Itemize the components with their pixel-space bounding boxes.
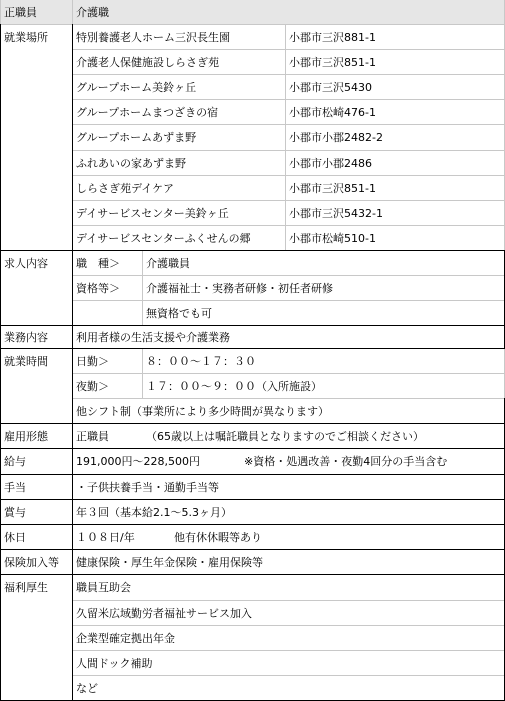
night-shift-value: １７：００～９：００（入所施設） — [146, 380, 322, 393]
header-employment-type: 正職員 — [4, 6, 37, 19]
workplace-address: 小郡市三沢5430 — [289, 81, 372, 94]
employment-note: （65歳以上は嘱託職員となりますのでご相談ください） — [146, 430, 424, 443]
welfare-item: 職員互助会 — [76, 581, 131, 594]
workplace-name: デイサービスセンターふくせんの郷 — [76, 232, 251, 245]
job-type-value: 介護職員 — [146, 257, 190, 270]
workplace-address: 小郡市松崎476-1 — [289, 106, 376, 119]
workplace-name: 介護老人保健施設しらさぎ苑 — [76, 56, 219, 69]
bonus-value: 年３回（基本給2.1～5.3ヶ月） — [76, 506, 232, 519]
bonus-label: 賞与 — [4, 506, 26, 519]
qualification-label: 資格等＞ — [76, 282, 120, 295]
workplace-label: 就業場所 — [4, 31, 48, 44]
other-shift-note: 他シフト制（事業所により多少時間が異なります） — [76, 405, 329, 418]
welfare-label: 福利厚生 — [4, 581, 48, 594]
qualification-note: 無資格でも可 — [146, 307, 212, 320]
salary-note: ※資格・処遇改善・夜勤4回分の手当含む — [244, 455, 448, 468]
duties-label: 業務内容 — [4, 331, 48, 344]
welfare-item: 企業型確定拠出年金 — [76, 632, 175, 645]
job-type-label: 職 種＞ — [76, 257, 120, 270]
holidays-value: １０８日/年 — [76, 531, 135, 544]
workplace-name: しらさぎ苑デイケア — [76, 182, 175, 195]
employment-value: 正職員 — [76, 430, 109, 443]
workplace-name: ふれあいの家あずま野 — [76, 157, 186, 170]
workplace-address: 小郡市松崎510-1 — [289, 232, 376, 245]
workplace-address: 小郡市小郡2482-2 — [289, 131, 383, 144]
holidays-note: 他有休休暇等あり — [174, 531, 262, 544]
welfare-item: 人間ドック補助 — [76, 657, 153, 670]
workplace-address: 小郡市三沢851-1 — [289, 182, 376, 195]
day-shift-label: 日勤＞ — [76, 355, 109, 368]
salary-label: 給与 — [4, 455, 26, 468]
workplace-name: グループホーム美鈴ヶ丘 — [76, 81, 197, 94]
employment-label: 雇用形態 — [4, 430, 48, 443]
duties-value: 利用者様の生活支援や介護業務 — [76, 331, 230, 344]
workplace-name: 特別養護老人ホーム三沢長生園 — [76, 31, 230, 44]
holidays-label: 休日 — [4, 531, 26, 544]
workplace-address: 小郡市小郡2486 — [289, 157, 372, 170]
qualification-value: 介護福祉士・実務者研修・初任者研修 — [146, 282, 333, 295]
allowance-value: ・子供扶養手当・通勤手当等 — [76, 481, 219, 494]
night-shift-label: 夜勤＞ — [76, 380, 109, 393]
workplace-name: デイサービスセンター美鈴ヶ丘 — [76, 207, 229, 220]
salary-value: 191,000円～228,500円 — [76, 455, 200, 468]
workplace-address: 小郡市三沢881-1 — [289, 31, 376, 44]
workplace-name: グループホームあずま野 — [76, 131, 197, 144]
welfare-item: 久留米広域勤労者福祉サービス加入 — [76, 607, 252, 620]
job-label: 求人内容 — [4, 257, 48, 270]
insurance-label: 保険加入等 — [4, 556, 59, 569]
insurance-value: 健康保険・厚生年金保険・雇用保険等 — [76, 556, 263, 569]
workplace-address: 小郡市三沢5432-1 — [289, 207, 383, 220]
workplace-name: グループホームまつざきの宿 — [76, 106, 219, 119]
welfare-item: など — [76, 682, 98, 695]
day-shift-value: ８：００～１７：３０ — [146, 355, 256, 368]
workplace-address: 小郡市三沢851-1 — [289, 56, 376, 69]
header-job-category: 介護職 — [76, 6, 109, 19]
allowance-label: 手当 — [4, 481, 26, 494]
hours-label: 就業時間 — [4, 355, 48, 368]
